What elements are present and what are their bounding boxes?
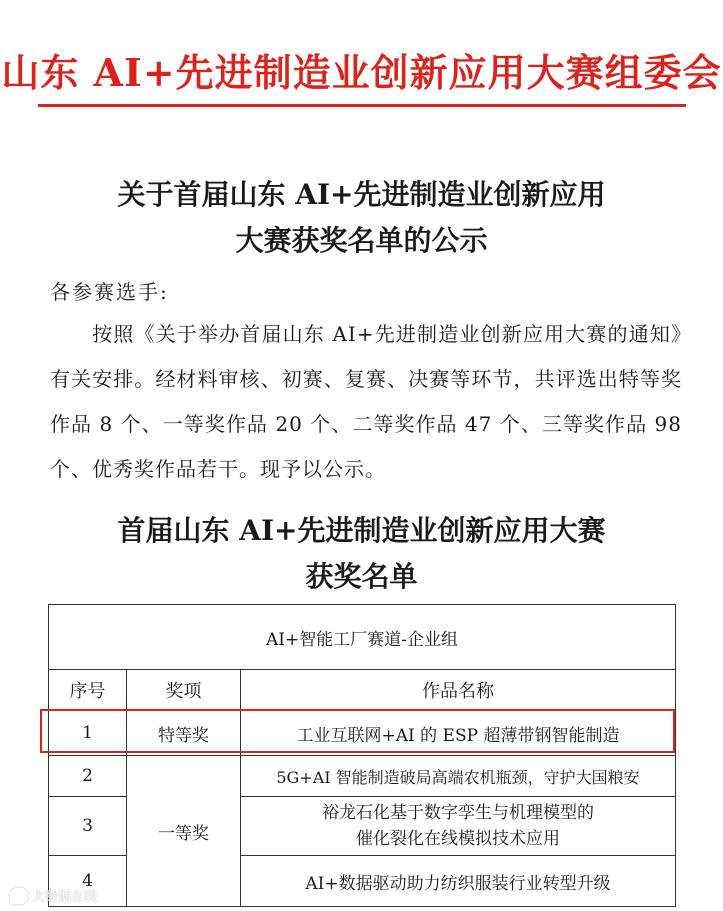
row-work	[241, 797, 676, 856]
row-work: 5G+AI 智能制造破局高端农机瓶颈，守护大国粮安	[241, 756, 676, 797]
letterhead-title: 山东 AI+先进制造业创新应用大赛组委会	[1, 50, 722, 95]
notice-body-text: 按照《关于举办首届山东 AI+先进制造业创新应用大赛的通知》有关安排。经材料审核、初赛、复赛、决赛等环节，共评选出特等奖作品 8 个、一等奖作品 20 个、二等奖作品 47 个、三等奖作品 98 个、优秀奖作品若干。现予以公示。	[50, 322, 682, 481]
notice-title-line-2: 大赛获奖名单的公示	[235, 224, 488, 257]
row-no: 2	[49, 756, 127, 797]
award-list-title-line-2: 获奖名单	[305, 560, 418, 593]
watermark-text: 大数据在线	[32, 890, 98, 905]
table-row	[49, 711, 676, 756]
award-list-title-line-1: 首届山东 AI+先进制造业创新应用大赛	[117, 514, 606, 547]
row-no: 3	[49, 797, 127, 856]
table-header-row	[49, 670, 676, 711]
row-no: 4	[49, 856, 127, 907]
header-no: 序号	[49, 670, 127, 711]
header-work: 作品名称	[241, 670, 676, 711]
track-row	[49, 605, 676, 670]
row-work: 工业互联网+AI 的 ESP 超薄带钢智能制造	[241, 711, 676, 756]
row-work-line-1: 裕龙石化基于数字孪生与机理模型的	[322, 803, 594, 823]
header-award: 奖项	[127, 670, 241, 711]
award-table	[48, 604, 676, 907]
award-list-title	[0, 508, 723, 600]
watermark	[10, 886, 97, 905]
track-name: AI+智能工厂赛道-企业组	[49, 605, 676, 670]
row-work: AI+数据驱动助力纺织服装行业转型升级	[241, 856, 676, 907]
table-row	[49, 756, 676, 797]
salutation: 各参赛选手:	[50, 280, 169, 304]
row-no: 1	[49, 711, 127, 756]
notice-title-line-1: 关于首届山东 AI+先进制造业创新应用	[117, 178, 606, 211]
notice-title	[0, 172, 723, 264]
row-award: 特等奖	[127, 711, 241, 756]
chat-bubble-icon	[10, 888, 28, 904]
letterhead-red-rule	[38, 104, 686, 107]
notice-body	[50, 312, 682, 492]
row-work-line-2: 催化裂化在线模拟技术应用	[356, 829, 560, 849]
row-award: 一等奖	[127, 756, 241, 907]
